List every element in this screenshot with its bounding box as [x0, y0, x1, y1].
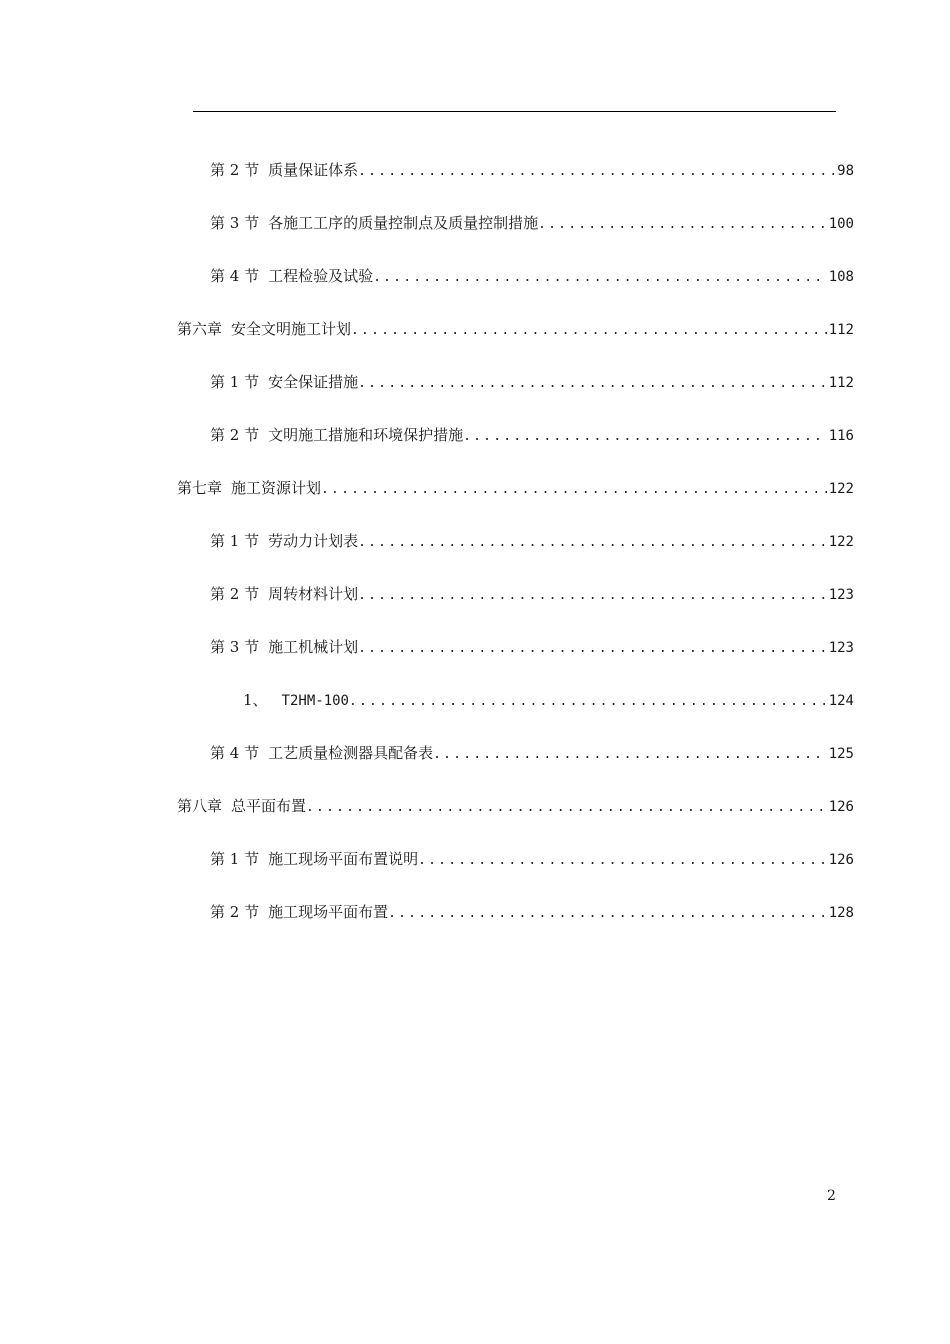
toc-number: 第 1 节	[210, 532, 260, 550]
toc-number: 第 3 节	[210, 214, 260, 232]
toc-title: 施工资源计划	[231, 479, 322, 497]
toc-number: 第七章	[177, 479, 223, 497]
toc-entry[interactable]	[210, 902, 854, 924]
dot-leader	[433, 745, 827, 765]
toc-number: 1、	[243, 691, 268, 709]
toc-number: 第 2 节	[210, 161, 260, 179]
toc-entry[interactable]	[210, 637, 854, 659]
toc-number: 第 1 节	[210, 373, 260, 391]
toc-title: 工艺质量检测器具配备表	[268, 744, 434, 762]
dot-leader	[358, 586, 827, 606]
toc-page-number: 122	[828, 534, 854, 550]
toc-title: 施工机械计划	[268, 638, 359, 656]
toc-title: 劳动力计划表	[268, 532, 359, 550]
toc-page-number: 125	[828, 746, 854, 762]
dot-leader	[351, 321, 827, 341]
toc-title: T2HM-100	[281, 693, 349, 709]
toc-number: 第 3 节	[210, 638, 260, 656]
toc-entry[interactable]	[177, 796, 854, 818]
toc-entry[interactable]	[243, 690, 854, 712]
toc-entry[interactable]	[210, 266, 854, 288]
toc-page-number: 123	[828, 587, 854, 603]
toc-number: 第 2 节	[210, 903, 260, 921]
toc-entry[interactable]	[210, 425, 854, 447]
toc-number: 第 4 节	[210, 267, 260, 285]
toc-entry[interactable]	[210, 531, 854, 553]
toc-page-number: 122	[828, 481, 854, 497]
dot-leader	[358, 162, 835, 182]
toc-page-number: 112	[828, 322, 854, 338]
toc-number: 第 4 节	[210, 744, 260, 762]
toc-number: 第 2 节	[210, 426, 260, 444]
toc-title: 工程检验及试验	[268, 267, 374, 285]
dot-leader	[373, 268, 827, 288]
toc-number: 第 1 节	[210, 850, 260, 868]
dot-leader	[358, 533, 827, 553]
toc-number: 第六章	[177, 320, 223, 338]
toc-entry[interactable]	[210, 849, 854, 871]
toc-page-number: 112	[828, 375, 854, 391]
toc-title: 文明施工措施和环境保护措施	[268, 426, 464, 444]
toc-entry[interactable]	[210, 160, 854, 182]
toc-entry[interactable]	[177, 319, 854, 341]
toc-page-number: 116	[828, 428, 854, 444]
toc-page-number: 108	[828, 269, 854, 285]
toc-page-number: 124	[828, 693, 854, 709]
toc-page-number: 126	[828, 799, 854, 815]
toc-title: 安全文明施工计划	[231, 320, 352, 338]
dot-leader	[463, 427, 827, 447]
dot-leader	[358, 639, 827, 659]
toc-title: 施工现场平面布置说明	[268, 850, 419, 868]
toc-page-number: 98	[837, 163, 854, 179]
toc-title: 总平面布置	[231, 797, 307, 815]
dot-leader	[418, 851, 827, 871]
toc-entry[interactable]	[210, 584, 854, 606]
toc-title: 各施工工序的质量控制点及质量控制措施	[268, 214, 539, 232]
toc-page-number: 100	[828, 216, 854, 232]
dot-leader	[538, 215, 827, 235]
dot-leader	[358, 374, 827, 394]
dot-leader	[306, 798, 827, 818]
toc-title: 质量保证体系	[268, 161, 359, 179]
toc-title: 周转材料计划	[268, 585, 359, 603]
toc-title: 施工现场平面布置	[268, 903, 389, 921]
toc-number: 第 2 节	[210, 585, 260, 603]
toc-entry[interactable]	[210, 372, 854, 394]
toc-entry[interactable]	[210, 213, 854, 235]
toc-entry[interactable]	[177, 478, 854, 500]
toc-entry[interactable]	[210, 743, 854, 765]
page-number: 2	[827, 1188, 836, 1204]
toc-title: 安全保证措施	[268, 373, 359, 391]
header-rule	[193, 111, 836, 112]
dot-leader	[388, 904, 827, 924]
toc-number: 第八章	[177, 797, 223, 815]
toc-page-number: 128	[828, 905, 854, 921]
toc-page-number: 126	[828, 852, 854, 868]
dot-leader	[321, 480, 827, 500]
dot-leader	[349, 692, 827, 712]
toc-page-number: 123	[828, 640, 854, 656]
